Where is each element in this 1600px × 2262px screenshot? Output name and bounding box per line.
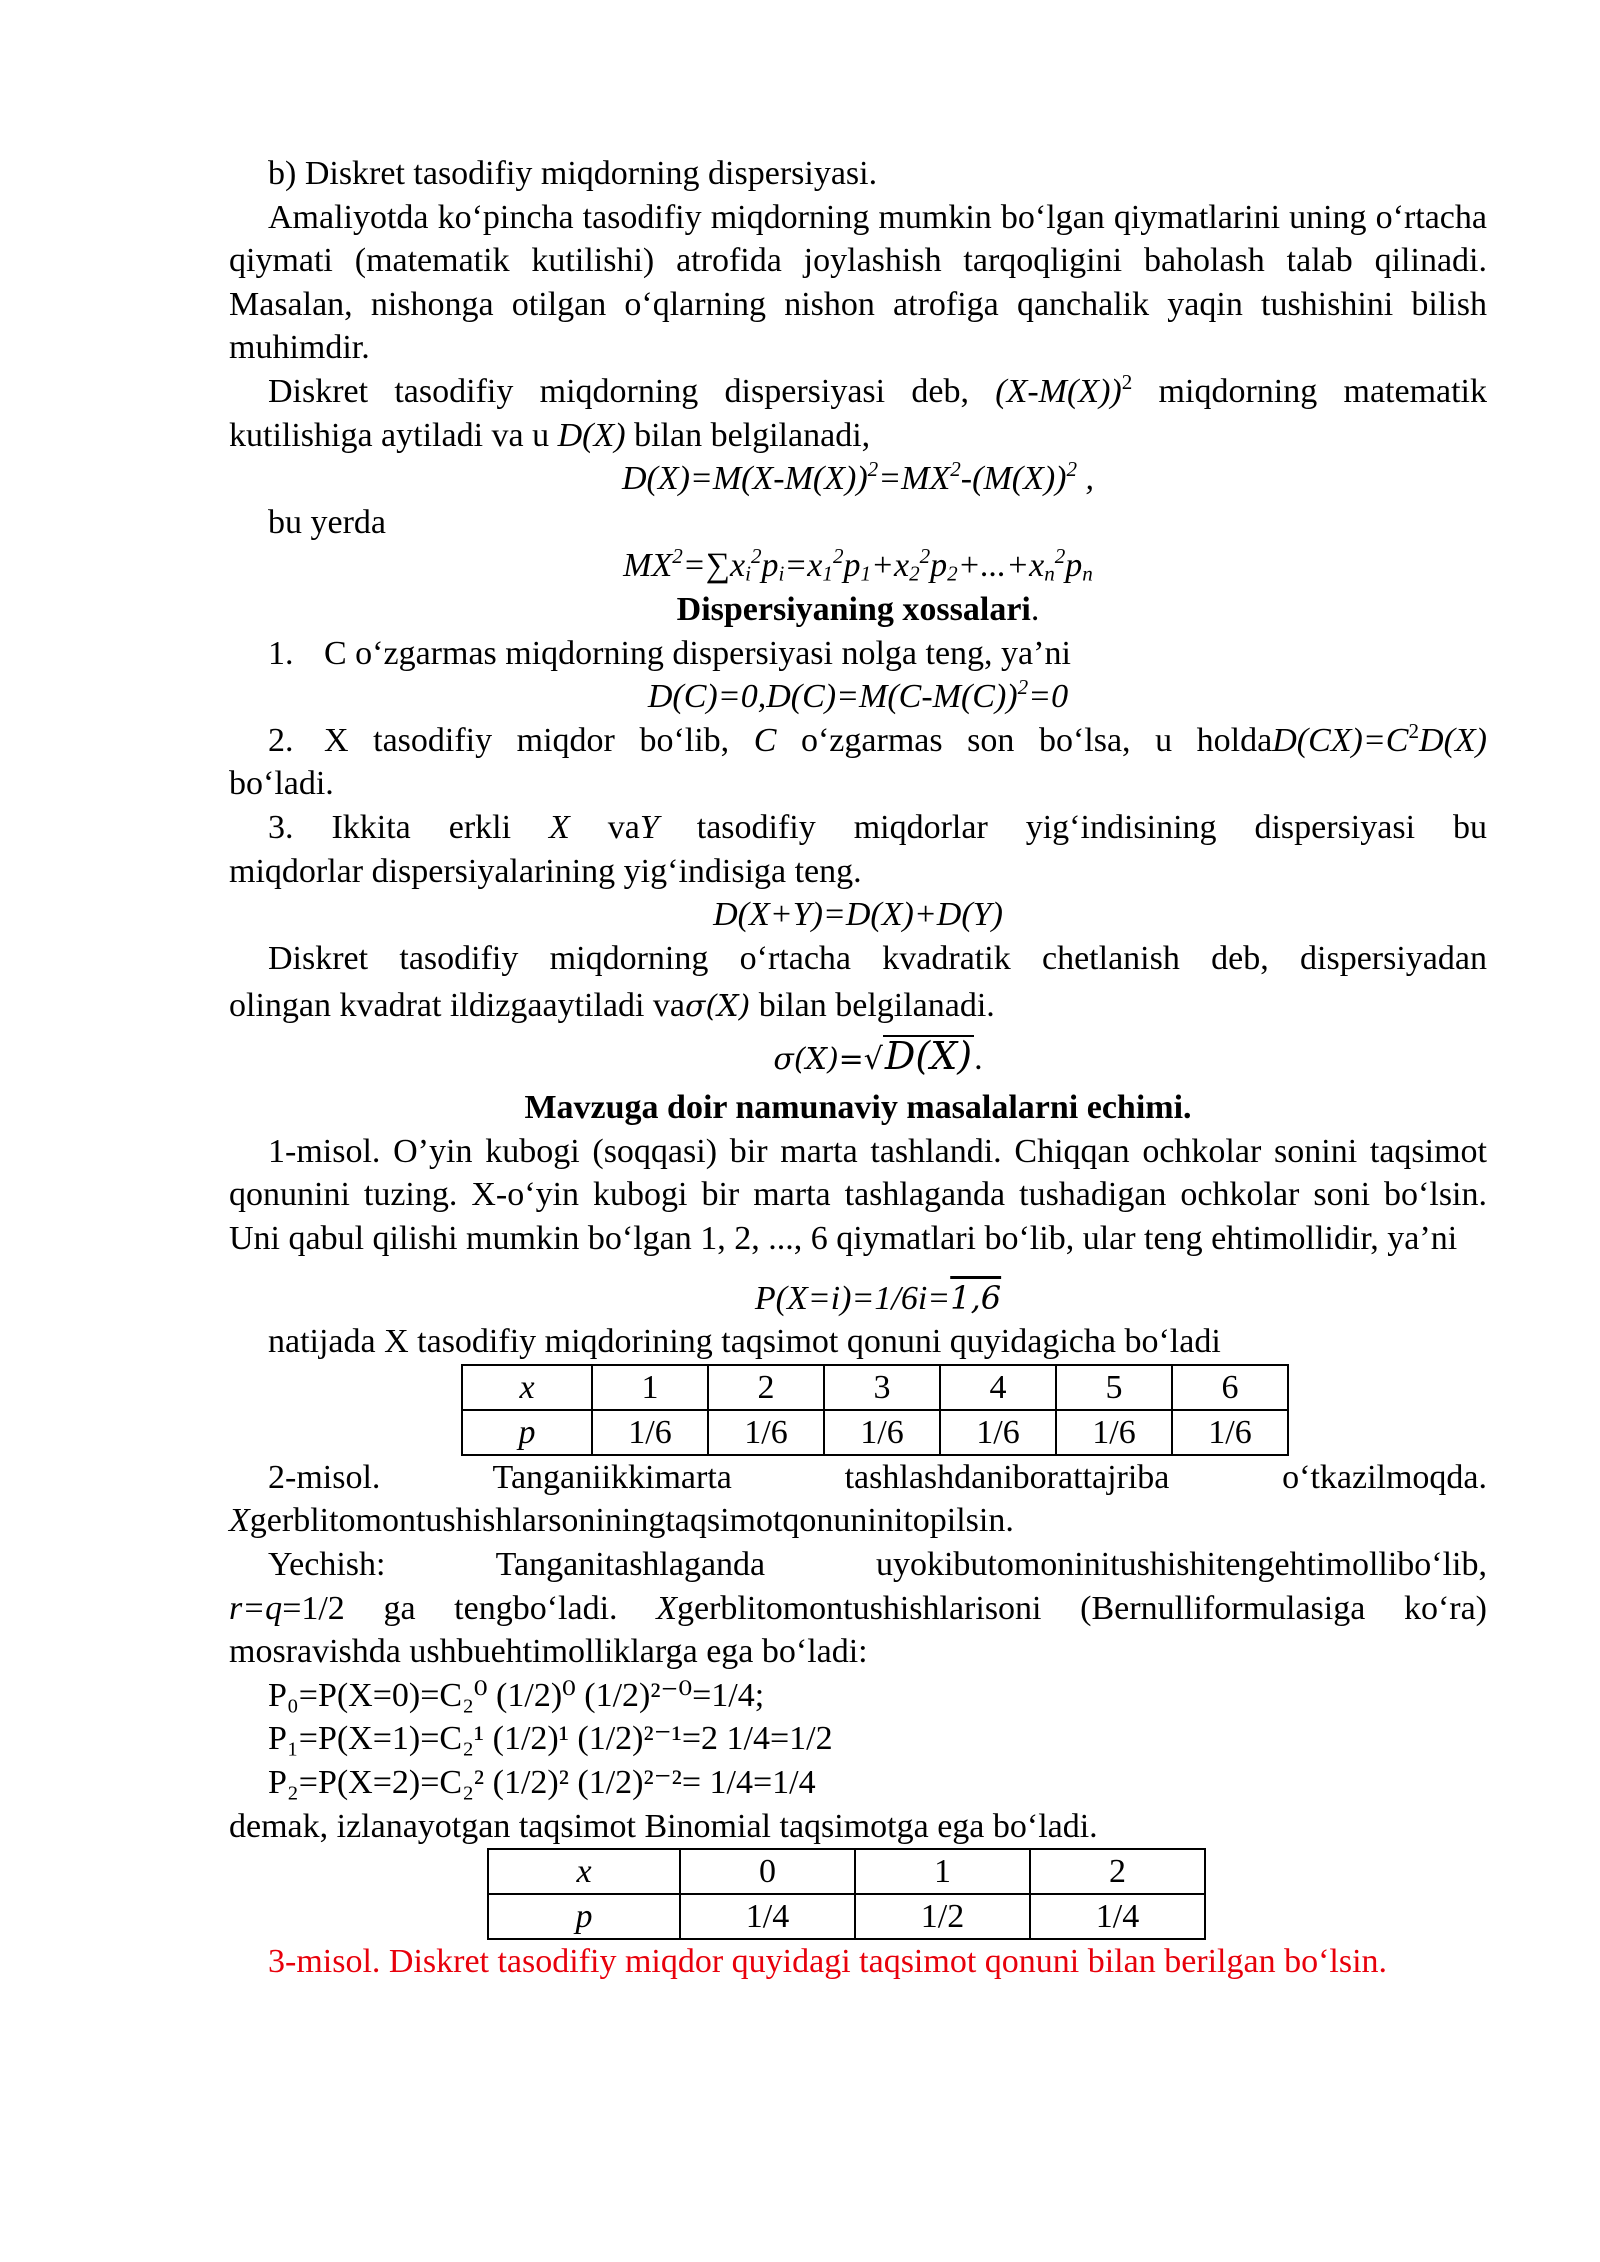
property-1: 1. C o‘zgarmas miqdorning dispersiyasi nolga teng, ya’ni	[268, 634, 1071, 672]
property-3-formula: D(X+Y)=D(X)+D(Y)	[713, 896, 1003, 934]
definition-paragraph: Diskret tasodifiy miqdorning dispersiyasi deb, $(X-M(X))^2$ miqdorning matematik kutilishiga aytiladi va u D(X) bilan belgilanadi,	[229, 369, 1487, 454]
table-cell: 4	[940, 1365, 1056, 1410]
property-2-end: bo‘ladi.	[229, 765, 334, 803]
dispersion-formula: $D(X)=M(X-M(X))^2=MX^2-(M(X))^2$ ,	[621, 457, 1095, 498]
table-cell: 5	[1056, 1365, 1172, 1410]
table-row	[488, 1894, 1205, 1939]
table-cell: p	[488, 1894, 680, 1939]
example-2-line-2: Xgerblitomontushishlarsoniningtaqsimotqonuninitopilsin.	[229, 1502, 1014, 1540]
example-3-text: 3-misol. Diskret tasodifiy miqdor quyidagi taqsimot qonuni bilan berilgan bo‘lsin.	[268, 1943, 1388, 1981]
properties-heading: Dispersiyaning xossalari.	[676, 590, 1040, 628]
table-row	[488, 1849, 1205, 1894]
table-row	[462, 1410, 1288, 1455]
table-cell: 1/4	[680, 1894, 855, 1939]
example-1-result: natijada X tasodifiy miqdorining taqsimot qonuni quyidagicha bo‘ladi	[268, 1323, 1221, 1361]
bu-yerda-text: bu yerda	[268, 503, 387, 541]
property-3: 3. Ikkita erkli X vaY tasodifiy miqdorlar yig‘indisining dispersiyasi bu	[268, 808, 1487, 846]
table-cell: 1/6	[1056, 1410, 1172, 1455]
table-cell: 1/6	[708, 1410, 824, 1455]
std-deviation-formula: σ(X)=√D(X).	[773, 1034, 983, 1079]
mx2-formula: $MX^2=\sum x_i^2p_i=x_1^2p_1+x_2^2p_2+...+x_n^2p_n$	[623, 544, 1093, 586]
probability-p1: P₁=P(X=1)=C₂¹ (1/2)¹ (1/2)²⁻¹=2 1/4=1/2	[268, 1720, 833, 1758]
table-cell: 1	[855, 1849, 1030, 1894]
table-cell: 1/6	[1172, 1410, 1288, 1455]
table-cell: 0	[680, 1849, 855, 1894]
table-cell: x	[488, 1849, 680, 1894]
std-deviation-line-1: Diskret tasodifiy miqdorning o‘rtacha kvadratik chetlanish deb, dispersiyadan	[268, 939, 1487, 977]
table-cell: 1	[592, 1365, 708, 1410]
table-row	[462, 1365, 1288, 1410]
table-cell: 2	[708, 1365, 824, 1410]
probability-p2: P₂=P(X=2)=C₂² (1/2)² (1/2)²⁻²= 1/4=1/4	[268, 1764, 816, 1801]
table-cell: p	[462, 1410, 592, 1455]
example-1-formula: P(X=i)=1/6i=1,6	[754, 1278, 1002, 1317]
solution-line-3: mosravishda ushbuehtimolliklarga ega bo‘ladi:	[229, 1633, 868, 1671]
intro-paragraph: Amaliyotda ko‘pincha tasodifiy miqdorning mumkin bo‘lgan qiymatlarini uning o‘rtacha qiymati (matematik kutilishi) atrofida joylashish tarqoqligini baholash talab qilinadi. Masalan, nishonga otilgan o‘qlarning nishon atrofiga qanchalik yaqin tushishini bilish muhimdir.	[229, 198, 1487, 367]
probability-p0: P₀=P(X=0)=C₂⁰ (1/2)⁰ (1/2)²⁻⁰=1/4;	[268, 1676, 765, 1714]
table-cell: 2	[1030, 1849, 1205, 1894]
table-cell: x	[462, 1365, 592, 1410]
examples-heading: Mavzuga doir namunaviy masalalarni echimi.	[524, 1089, 1192, 1127]
section-heading: b) Diskret tasodifiy miqdorning dispersiyasi.	[268, 155, 878, 192]
table-cell: 1/6	[940, 1410, 1056, 1455]
property-3-end: miqdorlar dispersiyalarining yig‘indisiga teng.	[229, 852, 862, 890]
example-2-line-1: 2-misol. Tanganiikkimarta tashlashdaniborattajriba o‘tkazilmoqda.	[268, 1458, 1488, 1496]
table-cell: 1/6	[824, 1410, 940, 1455]
property-1-formula: $D(C)=0,D(C)=M(C-M(C))^2=0$	[647, 675, 1069, 716]
example-1-text: 1-misol. O’yin kubogi (soqqasi) bir marta tashlandi. Chiqqan ochkolar sonini taqsimot qonunini tuzing. X-o‘yin kubogi bir marta tashlaganda tushadigan ochkolar soni bo‘lsin. Uni qabul qilishi mumkin bo‘lgan 1, 2, ..., 6 qiymatlari bo‘lib, ular teng ehtimollidir, ya’ni	[229, 1132, 1487, 1258]
solution-line-1: Yechish: Tanganitashlaganda uyokibutomoninitushishitengehtimollibo‘lib,	[268, 1546, 1487, 1584]
table-cell: 1/4	[1030, 1894, 1205, 1939]
property-2: 2. X tasodifiy miqdor bo‘lib, C o‘zgarmas son bo‘lsa, u $holdaD(CX)=C^2D(X)$	[268, 718, 1487, 759]
table-cell: 1/2	[855, 1894, 1030, 1939]
solution-line-2: r=q=1/2 ga tengbo‘ladi. Xgerblitomontushishlarisoni (Bernulliformulasiga ko‘ra)	[229, 1589, 1487, 1627]
distribution-table-2	[487, 1848, 1206, 1940]
table-cell: 3	[824, 1365, 940, 1410]
table-cell: 6	[1172, 1365, 1288, 1410]
binomial-conclusion: demak, izlanayotgan taqsimot Binomial taqsimotga ega bo‘ladi.	[229, 1807, 1098, 1845]
table-cell: 1/6	[592, 1410, 708, 1455]
distribution-table-1	[461, 1364, 1289, 1456]
std-deviation-line-2: olingan kvadrat ildizgaaytiladi vaσ(X) bilan belgilanadi.	[229, 987, 995, 1025]
